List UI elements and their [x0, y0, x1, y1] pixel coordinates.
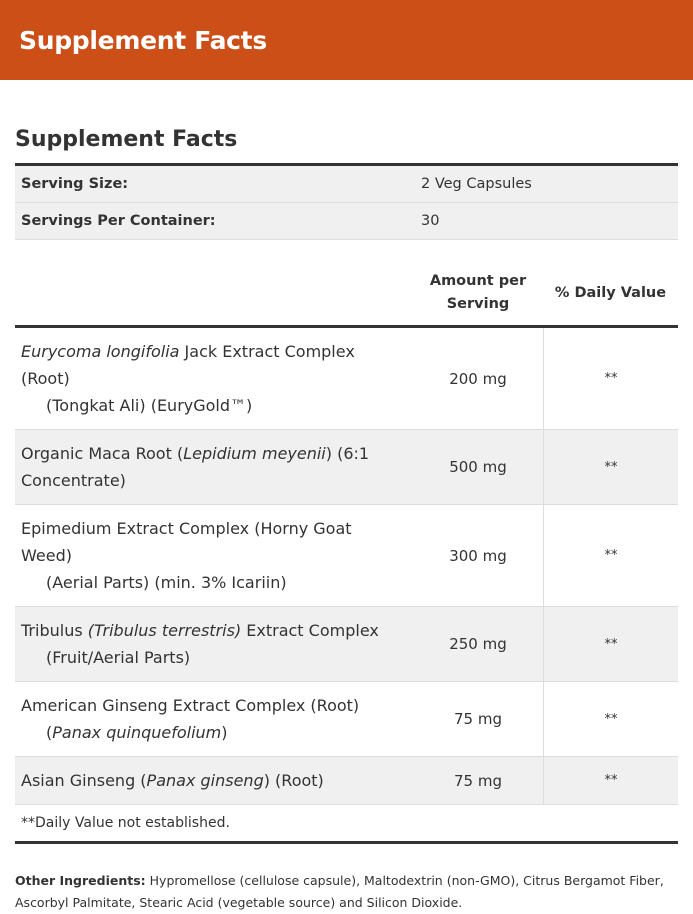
ingredient-subline-text: (Fruit/Aerial Parts): [46, 648, 191, 667]
ingredient-subline-text: (: [46, 723, 53, 742]
table-row: [15, 328, 678, 430]
ingredient-name-text: Asian Ginseng (: [21, 771, 147, 790]
header-daily-value-column: % Daily Value: [554, 285, 667, 301]
ingredient-subline: [21, 644, 407, 671]
ingredient-name-text: ) (6:1 Concentrate): [21, 444, 370, 490]
ingredient-subline-text: (Tongkat Ali) (EuryGold™): [46, 396, 253, 415]
ingredient-name: [15, 430, 413, 504]
ingredient-subline: [21, 392, 407, 419]
ingredient-name-text: Epimedium Extract Complex (Horny Goat Weed): [21, 519, 352, 565]
ingredient-name-text: Extract Complex: [241, 621, 379, 640]
ingredient-latin-name: (Tribulus terrestris): [87, 621, 242, 640]
ingredient-daily-value: **: [543, 430, 678, 504]
ingredient-subline: [21, 569, 407, 596]
ingredient-latin-name: Eurycoma longifolia: [21, 342, 180, 361]
table-row: [15, 682, 678, 757]
ingredient-daily-value: **: [543, 505, 678, 606]
ingredient-subline-text: (Aerial Parts) (min. 3% Icariin): [46, 573, 287, 592]
ingredient-name: [15, 757, 413, 804]
ingredient-amount: 300 mg: [449, 546, 507, 565]
daily-value-footnote: **Daily Value not established.: [15, 805, 678, 844]
facts-table: [15, 261, 678, 844]
section-title: Supplement Facts: [15, 126, 678, 166]
ingredient-name-text: ) (Root): [263, 771, 324, 790]
ingredient-name-text: Organic Maca Root (: [21, 444, 184, 463]
ingredient-latin-name: Lepidium meyenii: [183, 444, 326, 463]
header-amount-line1: Amount per: [429, 273, 527, 289]
servings-per-container-row: [15, 203, 678, 240]
serving-size-value: 2 Veg Capsules: [421, 176, 532, 192]
ingredient-amount: 200 mg: [449, 369, 507, 388]
serving-size-label: Serving Size:: [21, 176, 129, 192]
table-header: [15, 261, 678, 328]
other-ingredients-label: Other Ingredients:: [15, 873, 146, 888]
servings-per-container-value: 30: [421, 213, 440, 229]
ingredient-amount: 75 mg: [454, 710, 502, 728]
ingredient-name: [15, 607, 413, 681]
header-amount-column: [413, 270, 543, 316]
ingredient-subline-text: ): [221, 723, 228, 742]
servings-per-container-label: Servings Per Container:: [21, 213, 216, 229]
ingredient-amount: 250 mg: [449, 635, 507, 653]
ingredient-name: [15, 505, 413, 606]
header-title: Supplement Facts: [19, 25, 267, 55]
ingredient-daily-value: **: [543, 757, 678, 804]
ingredient-latin-name: Panax ginseng: [146, 771, 264, 790]
other-ingredients: [15, 870, 678, 914]
ingredient-amount: 75 mg: [454, 771, 502, 790]
ingredient-name: [15, 682, 413, 756]
ingredient-name-text: American Ginseng Extract Complex (Root): [21, 696, 360, 715]
ingredient-daily-value: **: [543, 328, 678, 429]
ingredient-latin-name: Panax quinquefolium: [52, 723, 222, 742]
ingredient-subline: [21, 719, 407, 746]
header-amount-line2: Serving: [446, 296, 510, 312]
other-ingredients-text: Hypromellose (cellulose capsule), Maltodextrin (non-GMO), Citrus Bergamot Fiber, Ascorbyl Palmitate, Stearic Acid (vegetable source) and Silicon Dioxide.: [15, 873, 664, 910]
ingredient-amount: 500 mg: [449, 458, 507, 476]
ingredient-name: [15, 328, 413, 429]
table-row: [15, 757, 678, 805]
table-row: [15, 607, 678, 682]
ingredient-daily-value: **: [543, 682, 678, 756]
supplement-facts-panel: [0, 126, 693, 914]
ingredient-name-text: Jack Extract Complex (Root): [21, 342, 355, 388]
table-row: [15, 430, 678, 505]
serving-size-row: [15, 166, 678, 203]
header-bar: [0, 0, 693, 80]
table-row: [15, 505, 678, 607]
ingredient-daily-value: **: [543, 607, 678, 681]
ingredient-name-text: Tribulus: [21, 621, 88, 640]
